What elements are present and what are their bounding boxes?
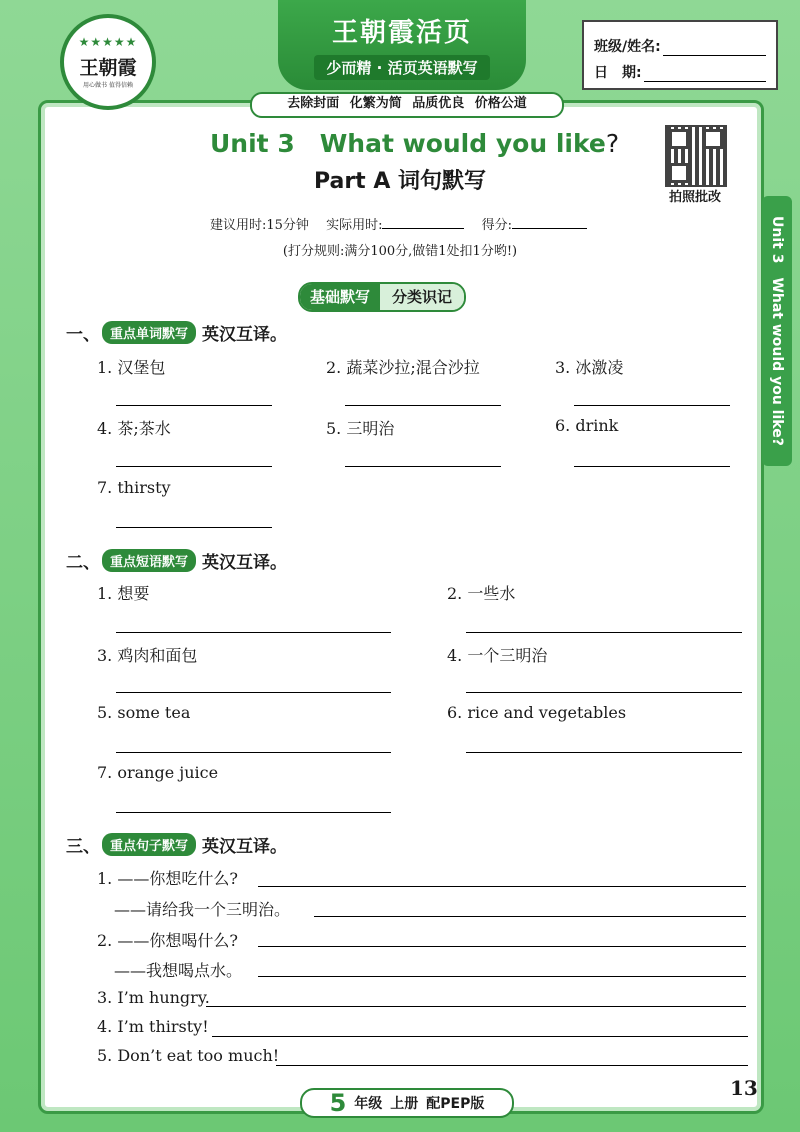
s2-answer-2[interactable]	[466, 632, 742, 633]
section-1-heading	[66, 320, 287, 345]
grade-label: 年级	[354, 1096, 383, 1112]
page-number: 13	[730, 1076, 758, 1100]
s2-item-7: 7. orange juice	[97, 763, 219, 782]
s3-answer-2[interactable]	[258, 946, 746, 947]
s2-item-6: 6. rice and vegetables	[447, 703, 627, 722]
volume-label: 上册	[390, 1096, 419, 1112]
s1-answer-7[interactable]	[116, 527, 272, 528]
section-pill	[298, 282, 466, 312]
student-info-box	[582, 20, 778, 90]
logo-text: 王朝霞	[79, 57, 137, 79]
score-label: 得分:	[481, 218, 512, 233]
section-3-num: 三、	[66, 837, 100, 857]
s1-item-5: 5. 三明治	[326, 419, 395, 438]
s1-answer-2[interactable]	[345, 405, 501, 406]
banner-subtitle: 少而精 · 活页英语默写	[314, 55, 489, 80]
section-1-num: 一、	[66, 325, 100, 345]
section-3-tag: 重点句子默写	[102, 833, 196, 856]
section-2-heading	[66, 548, 287, 573]
s1-item-3: 3. 冰激凌	[555, 358, 624, 377]
s2-item-1: 1. 想要	[97, 584, 150, 603]
s2-item-3: 3. 鸡肉和面包	[97, 646, 198, 665]
s3-answer-5[interactable]	[276, 1065, 748, 1066]
date-label: 日 期:	[594, 65, 642, 81]
unit-title-text: Unit 3 What would you like	[210, 129, 606, 158]
s3-item-4: 4. I’m thirsty!	[97, 1017, 209, 1036]
actual-time-label: 实际用时:	[326, 218, 383, 233]
actual-time-field[interactable]	[382, 228, 464, 229]
class-name-label: 班级/姓名:	[594, 39, 661, 55]
s3-answer-1[interactable]	[258, 886, 746, 887]
pill-classify: 分类识记	[380, 284, 464, 310]
s2-answer-7[interactable]	[116, 812, 391, 813]
s1-answer-3[interactable]	[574, 405, 730, 406]
s2-answer-5[interactable]	[116, 752, 391, 753]
section-3-heading	[66, 832, 287, 857]
s3-answer-2b[interactable]	[258, 976, 746, 977]
scoring-rule: (打分规则:满分100分,做错1处扣1分哟!)	[282, 244, 518, 259]
s1-item-2: 2. 蔬菜沙拉;混合沙拉	[326, 358, 480, 377]
qr-label: 拍照批改	[668, 190, 721, 205]
header-banner	[278, 0, 526, 90]
s2-item-5: 5. some tea	[97, 703, 191, 722]
grade-footer	[300, 1088, 514, 1118]
s3-answer-3[interactable]	[206, 1006, 746, 1007]
s2-answer-1[interactable]	[116, 632, 391, 633]
s2-answer-4[interactable]	[466, 692, 742, 693]
s3-answer-4[interactable]	[212, 1036, 748, 1037]
unit-title	[210, 124, 619, 160]
pill-basic: 基础默写	[300, 284, 380, 310]
suggested-time: 建议用时:15分钟	[210, 218, 309, 233]
s2-item-2: 2. 一些水	[447, 584, 516, 603]
s3-item-2: 2. ——你想喝什么?	[97, 931, 238, 950]
part-title: Part A 词句默写	[313, 169, 487, 194]
section-1-title: 英汉互译。	[202, 325, 288, 345]
s1-item-7: 7. thirsty	[97, 478, 171, 497]
grade-number: 5	[329, 1089, 347, 1117]
s1-item-1: 1. 汉堡包	[97, 358, 166, 377]
s1-answer-5[interactable]	[345, 466, 501, 467]
slogan: 去除封面 化繁为简 品质优良 价格公道	[250, 92, 564, 118]
s2-answer-3[interactable]	[116, 692, 391, 693]
s3-item-1b: ——请给我一个三明治。	[114, 900, 291, 919]
section-2-title: 英汉互译。	[202, 553, 288, 573]
s1-item-6: 6. drink	[555, 416, 619, 435]
publisher-logo	[60, 14, 156, 110]
s3-item-2b: ——我想喝点水。	[114, 961, 243, 980]
edition-label: 配PEP版	[426, 1096, 485, 1112]
score-field[interactable]	[512, 228, 587, 229]
time-line	[210, 214, 587, 233]
section-1-tag: 重点单词默写	[102, 321, 196, 344]
side-tab: Unit 3 What would you like?	[762, 196, 792, 466]
s2-answer-6[interactable]	[466, 752, 742, 753]
class-name-field[interactable]	[663, 39, 766, 56]
s3-item-5: 5. Don’t eat too much!	[97, 1046, 280, 1065]
s1-answer-6[interactable]	[574, 466, 730, 467]
section-3-title: 英汉互译。	[202, 837, 288, 857]
s1-answer-4[interactable]	[116, 466, 272, 467]
unit-title-qmark: ?	[605, 129, 620, 158]
s3-item-1: 1. ——你想吃什么?	[97, 869, 238, 888]
logo-stars: ★★★★★	[78, 35, 138, 49]
s1-answer-1[interactable]	[116, 405, 272, 406]
logo-subtext: 用心做书 值得信赖	[83, 82, 133, 89]
s1-item-4: 4. 茶;茶水	[97, 419, 171, 438]
s3-answer-1b[interactable]	[314, 916, 746, 917]
banner-title: 王朝霞活页	[331, 18, 472, 48]
section-2-num: 二、	[66, 553, 100, 573]
section-2-tag: 重点短语默写	[102, 549, 196, 572]
s2-item-4: 4. 一个三明治	[447, 646, 548, 665]
date-field[interactable]	[644, 65, 766, 82]
s3-item-3: 3. I’m hungry.	[97, 988, 210, 1007]
